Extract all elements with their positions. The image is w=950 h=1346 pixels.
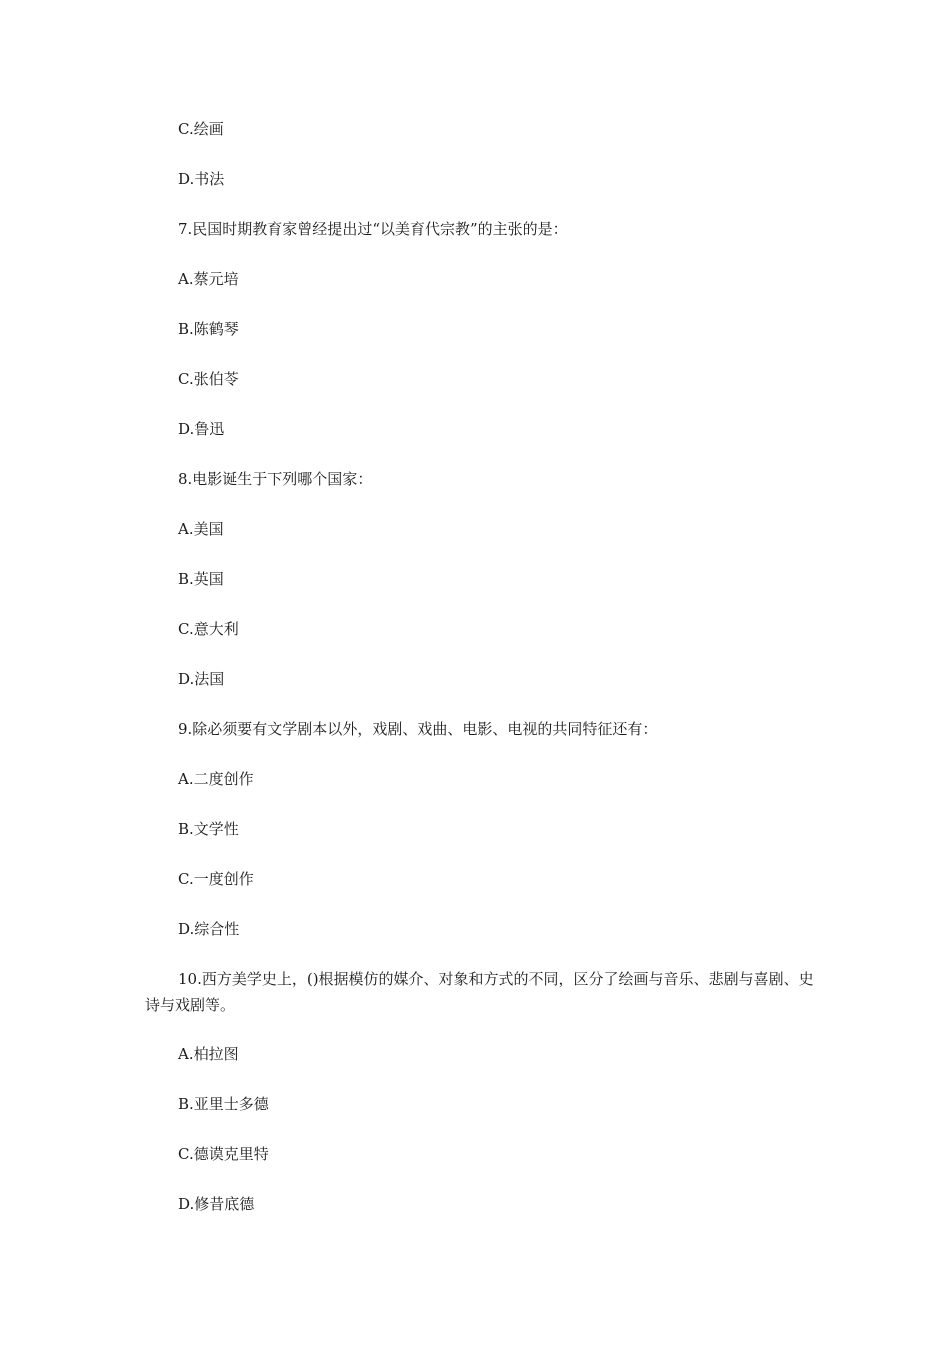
- q8-option-d: D.法国: [178, 670, 225, 688]
- q9-option-b: B.文学性: [178, 820, 239, 838]
- q9-option-a: A.二度创作: [178, 770, 254, 788]
- q8-option-a: A.美国: [178, 520, 224, 538]
- q8-option-b: B.英国: [178, 570, 224, 588]
- q6-option-c: C.绘画: [178, 120, 224, 138]
- q6-option-d: D.书法: [178, 170, 225, 188]
- q10-option-d: D.修昔底德: [178, 1195, 255, 1213]
- q10-option-b: B.亚里士多德: [178, 1095, 269, 1113]
- q10-option-a: A.柏拉图: [178, 1045, 239, 1063]
- question-7: 7.民国时期教育家曾经提出过“以美育代宗教”的主张的是：: [178, 220, 568, 238]
- q9-option-c: C.一度创作: [178, 870, 254, 888]
- q8-option-c: C.意大利: [178, 620, 239, 638]
- q7-option-a: A.蔡元培: [178, 270, 239, 288]
- q7-option-c: C.张伯苓: [178, 370, 239, 388]
- q7-option-d: D.鲁迅: [178, 420, 225, 438]
- question-8: 8.电影诞生于下列哪个国家：: [178, 470, 373, 488]
- question-10: 10.西方美学史上，()根据模仿的媒介、对象和方式的不同，区分了绘画与音乐、悲剧与喜剧、史诗与戏剧等。: [145, 970, 814, 1014]
- q7-option-b: B.陈鹤琴: [178, 320, 239, 338]
- q10-option-c: C.德谟克里特: [178, 1145, 269, 1163]
- q9-option-d: D.综合性: [178, 920, 240, 938]
- question-9: 9.除必须要有文学剧本以外，戏剧、戏曲、电影、电视的共同特征还有：: [178, 720, 658, 738]
